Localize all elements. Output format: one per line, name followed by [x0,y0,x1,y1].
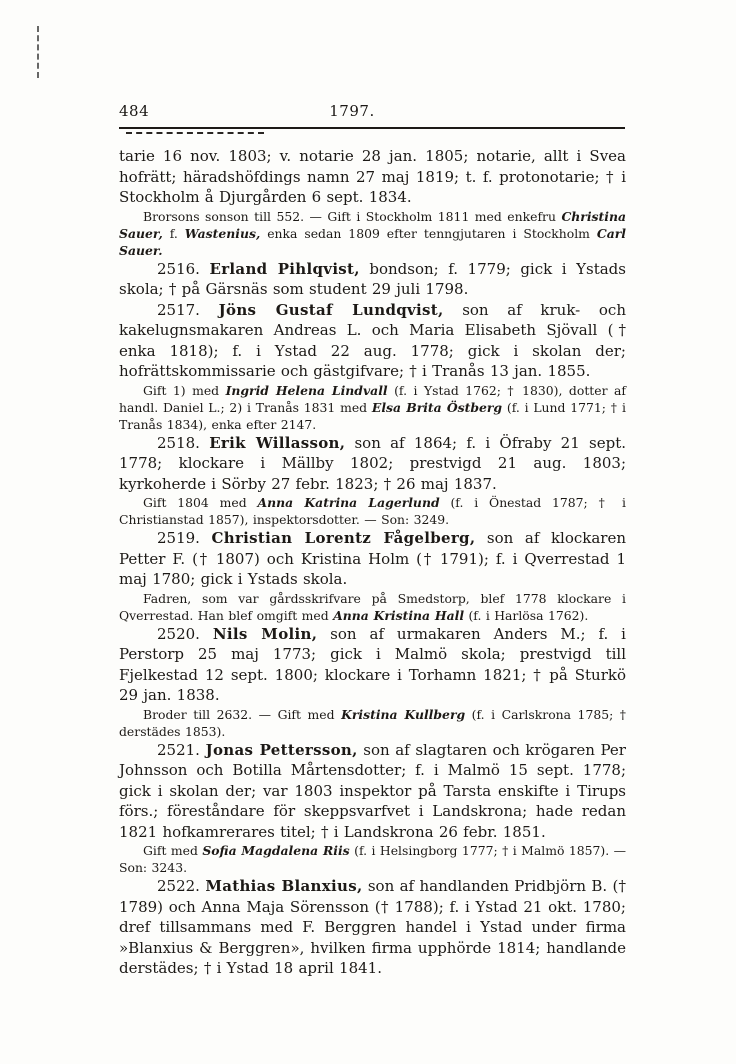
entry-2519 [119,528,626,590]
text-segment: Gift 1) med [143,382,226,398]
text-segment: 2518. [157,433,210,452]
text-segment: Gift med [143,843,203,858]
text-segment: 2517. [157,300,219,319]
note-paragraph [119,208,626,259]
entry-2522 [119,876,626,979]
header-rule-fragment [126,132,264,134]
text-segment: Broder till 2632. — Gift med [143,706,342,722]
text-segment: Erik Willasson, [209,433,346,452]
text-segment: Brorsons sonson till 552. — Gift i Stockholm 1811 med enkefru [143,208,562,224]
note-after-2519 [119,590,626,624]
text-segment: Anna Kristina Hall [333,607,465,623]
text-segment: Gift 1804 med [143,495,258,510]
text-segment: Mathias Blanxius, [205,877,363,895]
text-segment: Fadren, som var gårdsskrifvare på Smedstorp, blef 1778 klockare i Qverrestad. Han blef omgift med [119,590,626,623]
text-segment: Sofia Magdalena Riis [202,843,350,858]
entry-2518 [119,433,626,495]
note-after-2520 [119,706,626,740]
entry-2521 [119,740,626,843]
running-head-year: 1797. [329,102,375,120]
text-segment: Christian Lorentz Fågelberg, [211,529,476,547]
text-segment: 2520. [157,624,213,643]
text-segment: 2521. [157,740,206,759]
text-segment: son af handlanden Pridbjörn B. († 1789) och Anna Maja Sörensson († 1788); f. i Ystad 21 okt. 1780; dref tillsammans med F. Berggren handel i Ystad under firma »Blanxius & Berggren», hvilken firma upphörde 1814; handlande derstädes; † i Ystad 18 april 1841. [119,877,626,977]
text-segment: son af slagtaren och krögaren Per Johnsson och Botilla Mårtensdotter; f. i Malmö 15 sept. 1778; gick i skolan der; var 1803 inspektor på Tarsta enskifte i Tirups förs.; föreståndare för skeppsvarfvet i Landskrona; hade redan 1821 hofkamrerares titel; † i Landskrona 26 febr. 1851. [119,740,626,841]
text-segment: Nils Molin, [212,624,318,643]
text-segment: Wastenius, [184,225,261,241]
page-number: 484 [119,102,150,120]
text-segment: enka sedan 1809 efter tenngjutaren i Stockholm [260,225,597,241]
text-segment: son af urmakaren Anders M.; f. i Perstorp 25 maj 1773; gick i Malmö skola; prestvigd till Fjelkestad 12 sept. 1800; klockare i Torhamn 1821; † på Sturkö 29 jan. 1838. [119,624,626,704]
text-segment: Jonas Pettersson, [205,740,358,759]
entry-2516 [119,259,626,300]
text-segment: 2519. [157,529,212,547]
text-segment: (f. i Helsingborg 1777; † i Malmö 1857). — Son: 3243. [119,843,626,875]
text-segment: Ingrid Helena Lindvall [225,382,388,398]
text-segment: tarie 16 nov. 1803; v. notarie 28 jan. 1805; notarie, allt i Svea hofrätt; häradshöfdings namn 27 maj 1819; t. f. protonotarie; † i Stockholm å Djurgården 6 sept. 1834. [119,147,626,206]
text-segment: (f. i Ystad 1762; † 1830), dotter af handl. Daniel L.; 2) i Tranås 1831 med [119,382,626,415]
text-segment: (f. i Lund 1771; † i Tranås 1834), enka efter 2147. [119,399,627,432]
text-segment: son af klockaren Petter F. († 1807) och Kristina Holm († 1791); f. i Qverrestad 1 maj 1780; gick i Ystads skola. [119,529,627,588]
text-segment: (f. i Harlösa 1762). [464,607,589,623]
note-after-2518 [119,494,626,528]
header-rule [119,127,625,129]
text-block [119,146,626,979]
text-segment: (f. i Önestad 1787; † i Christianstad 1857), inspektorsdotter. — Son: 3249. [119,495,626,527]
text-segment: Elsa Brita Östberg [371,399,503,415]
text-segment: f. [162,225,185,241]
continuation-paragraph [119,146,626,208]
text-segment: son af kruk- och kakelugnsmakaren Andreas L. och Maria Elisabeth Sjövall († enka 1818); f. i Ystad 22 aug. 1778; gick i skolan der; hofrättskommissarie och gästgifvare; † i Tranås 13 jan. 1855. [119,300,626,380]
text-segment: (f. i Carlskrona 1785; † derstädes 1853). [119,706,627,739]
text-segment: Carl Sauer. [119,225,626,258]
entry-2520 [119,624,626,706]
note-after-2517 [119,382,626,433]
text-segment: Christina Sauer, [119,208,626,241]
text-segment: Anna Katrina Lagerlund [257,495,440,510]
page-header [119,102,625,122]
scan-artifact-dashes [37,26,39,78]
text-segment: 2516. [157,259,210,278]
text-segment: bondson; f. 1779; gick i Ystads skola; † på Gärsnäs som student 29 juli 1798. [119,259,626,298]
text-segment: Erland Pihlqvist, [209,259,360,278]
entry-2517 [119,300,626,382]
note-after-2521 [119,842,626,876]
text-segment: 2522. [157,877,206,895]
text-segment: Kristina Kullberg [341,706,466,722]
text-segment: son af 1864; f. i Öfraby 21 sept. 1778; klockare i Mällby 1802; prestvigd 21 aug. 1803; kyrkoherde i Sörby 27 febr. 1823; † 26 maj 1837. [119,433,626,493]
text-segment: Jöns Gustaf Lundqvist, [218,300,444,319]
